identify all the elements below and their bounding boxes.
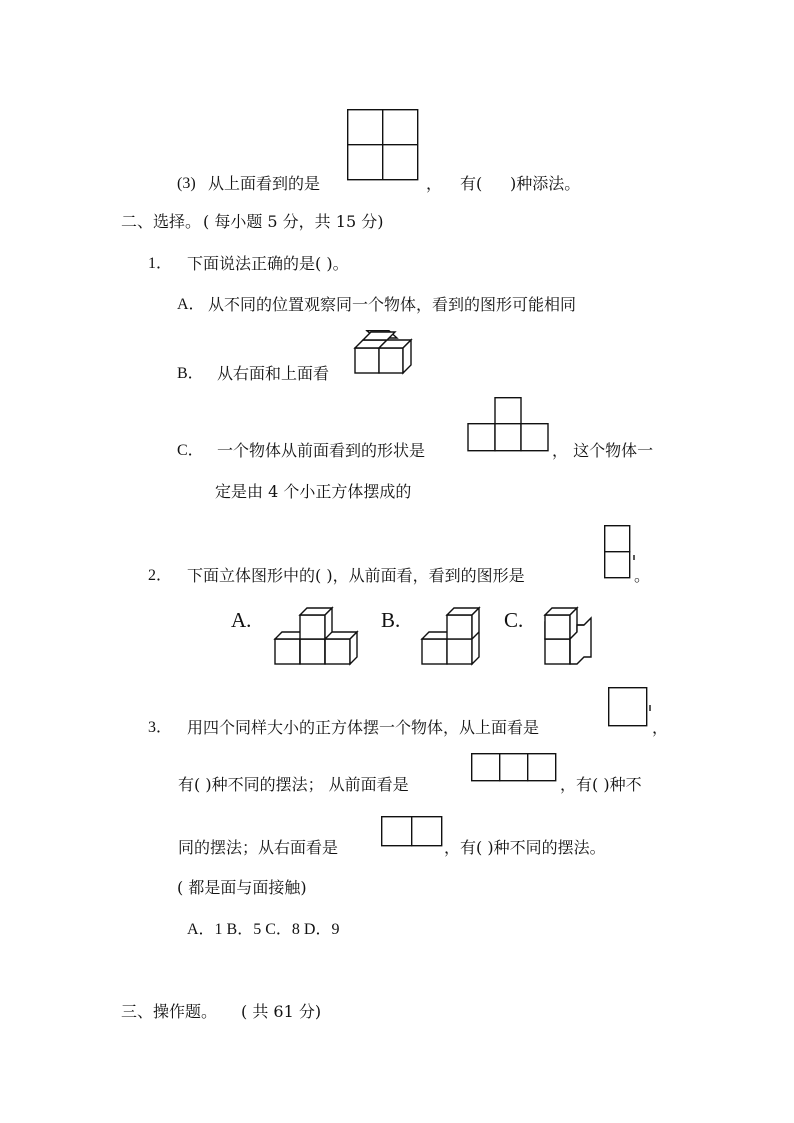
- mc1-option-a-label: A．: [177, 296, 205, 313]
- mc3-line3-a: 同的摆法；从右面看是: [178, 838, 339, 857]
- mc2-option-b-label: B.: [381, 608, 401, 632]
- cube-stack-figure-b: [354, 330, 416, 376]
- q3-answer-suffix: )种添法。: [510, 174, 581, 193]
- mc1-option-a-text: 从不同的位置观察同一个物体，看到的图形可能相同: [208, 295, 577, 314]
- section-3-score-note: ( 共 61 分): [241, 1002, 322, 1021]
- front-view-three-squares: [471, 753, 557, 783]
- q3-answer-prefix: 有(: [460, 174, 483, 193]
- mc3-line3-b: ，有( )种不同的摆法。: [444, 838, 606, 857]
- q3-comma: ，: [426, 174, 443, 193]
- q3-text: 从上面看到的是: [208, 174, 321, 193]
- mc1-option-b-text: 从右面和上面看: [217, 364, 330, 383]
- mc2-option-c-label: C.: [504, 608, 524, 632]
- mc2-option-a-cubes: [274, 607, 358, 665]
- mc2-number: 2．: [148, 567, 173, 584]
- right-view-two-squares: [381, 816, 445, 848]
- mc3-line1: 用四个同样大小的正方体摆一个物体，从上面看是: [187, 718, 540, 737]
- mc2-stem-end: 。: [634, 566, 651, 585]
- top-view-single-square: [608, 687, 652, 729]
- mc3-line2-b: ，有( )种不: [560, 775, 642, 794]
- mc3-line1-end: ，: [652, 718, 669, 737]
- mc1-option-c-text-line2: 定是由 4 个小正方体摆成的: [215, 482, 412, 501]
- top-view-2x2-grid-figure: [347, 109, 419, 181]
- mc1-option-b-label: B．: [177, 365, 204, 382]
- mc1-option-c-text-cont: ， 这个物体一: [552, 441, 654, 460]
- mc3-line2-a: 有( )种不同的摆法； 从前面看是: [178, 775, 409, 794]
- mc1-stem: 下面说法正确的是( )。: [187, 254, 349, 273]
- section-3-title: 三、操作题。: [121, 1002, 218, 1021]
- front-view-vertical-two-squares: [604, 525, 636, 581]
- section-2-title: 二、选择。: [121, 212, 202, 231]
- mc1-option-c-text: 一个物体从前面看到的形状是: [217, 441, 426, 460]
- mc2-option-a-label: A.: [231, 608, 252, 632]
- mc1-option-c-label: C．: [177, 442, 204, 459]
- mc2-option-b-cubes: [421, 607, 483, 665]
- q3-label: (3): [177, 175, 196, 192]
- mc3-choices: A．1 B．5 C．8 D．9: [187, 921, 340, 938]
- mc3-note: ( 都是面与面接触): [177, 878, 307, 897]
- section-2-score-note: ( 每小题 5 分，共 15 分): [203, 212, 384, 231]
- mc1-number: 1．: [148, 255, 173, 272]
- mc2-option-c-cubes: [544, 607, 594, 665]
- mc3-number: 3．: [148, 719, 173, 736]
- mc2-stem: 下面立体图形中的( )，从前面看，看到的图形是: [187, 566, 525, 585]
- front-view-figure-c: [467, 397, 551, 453]
